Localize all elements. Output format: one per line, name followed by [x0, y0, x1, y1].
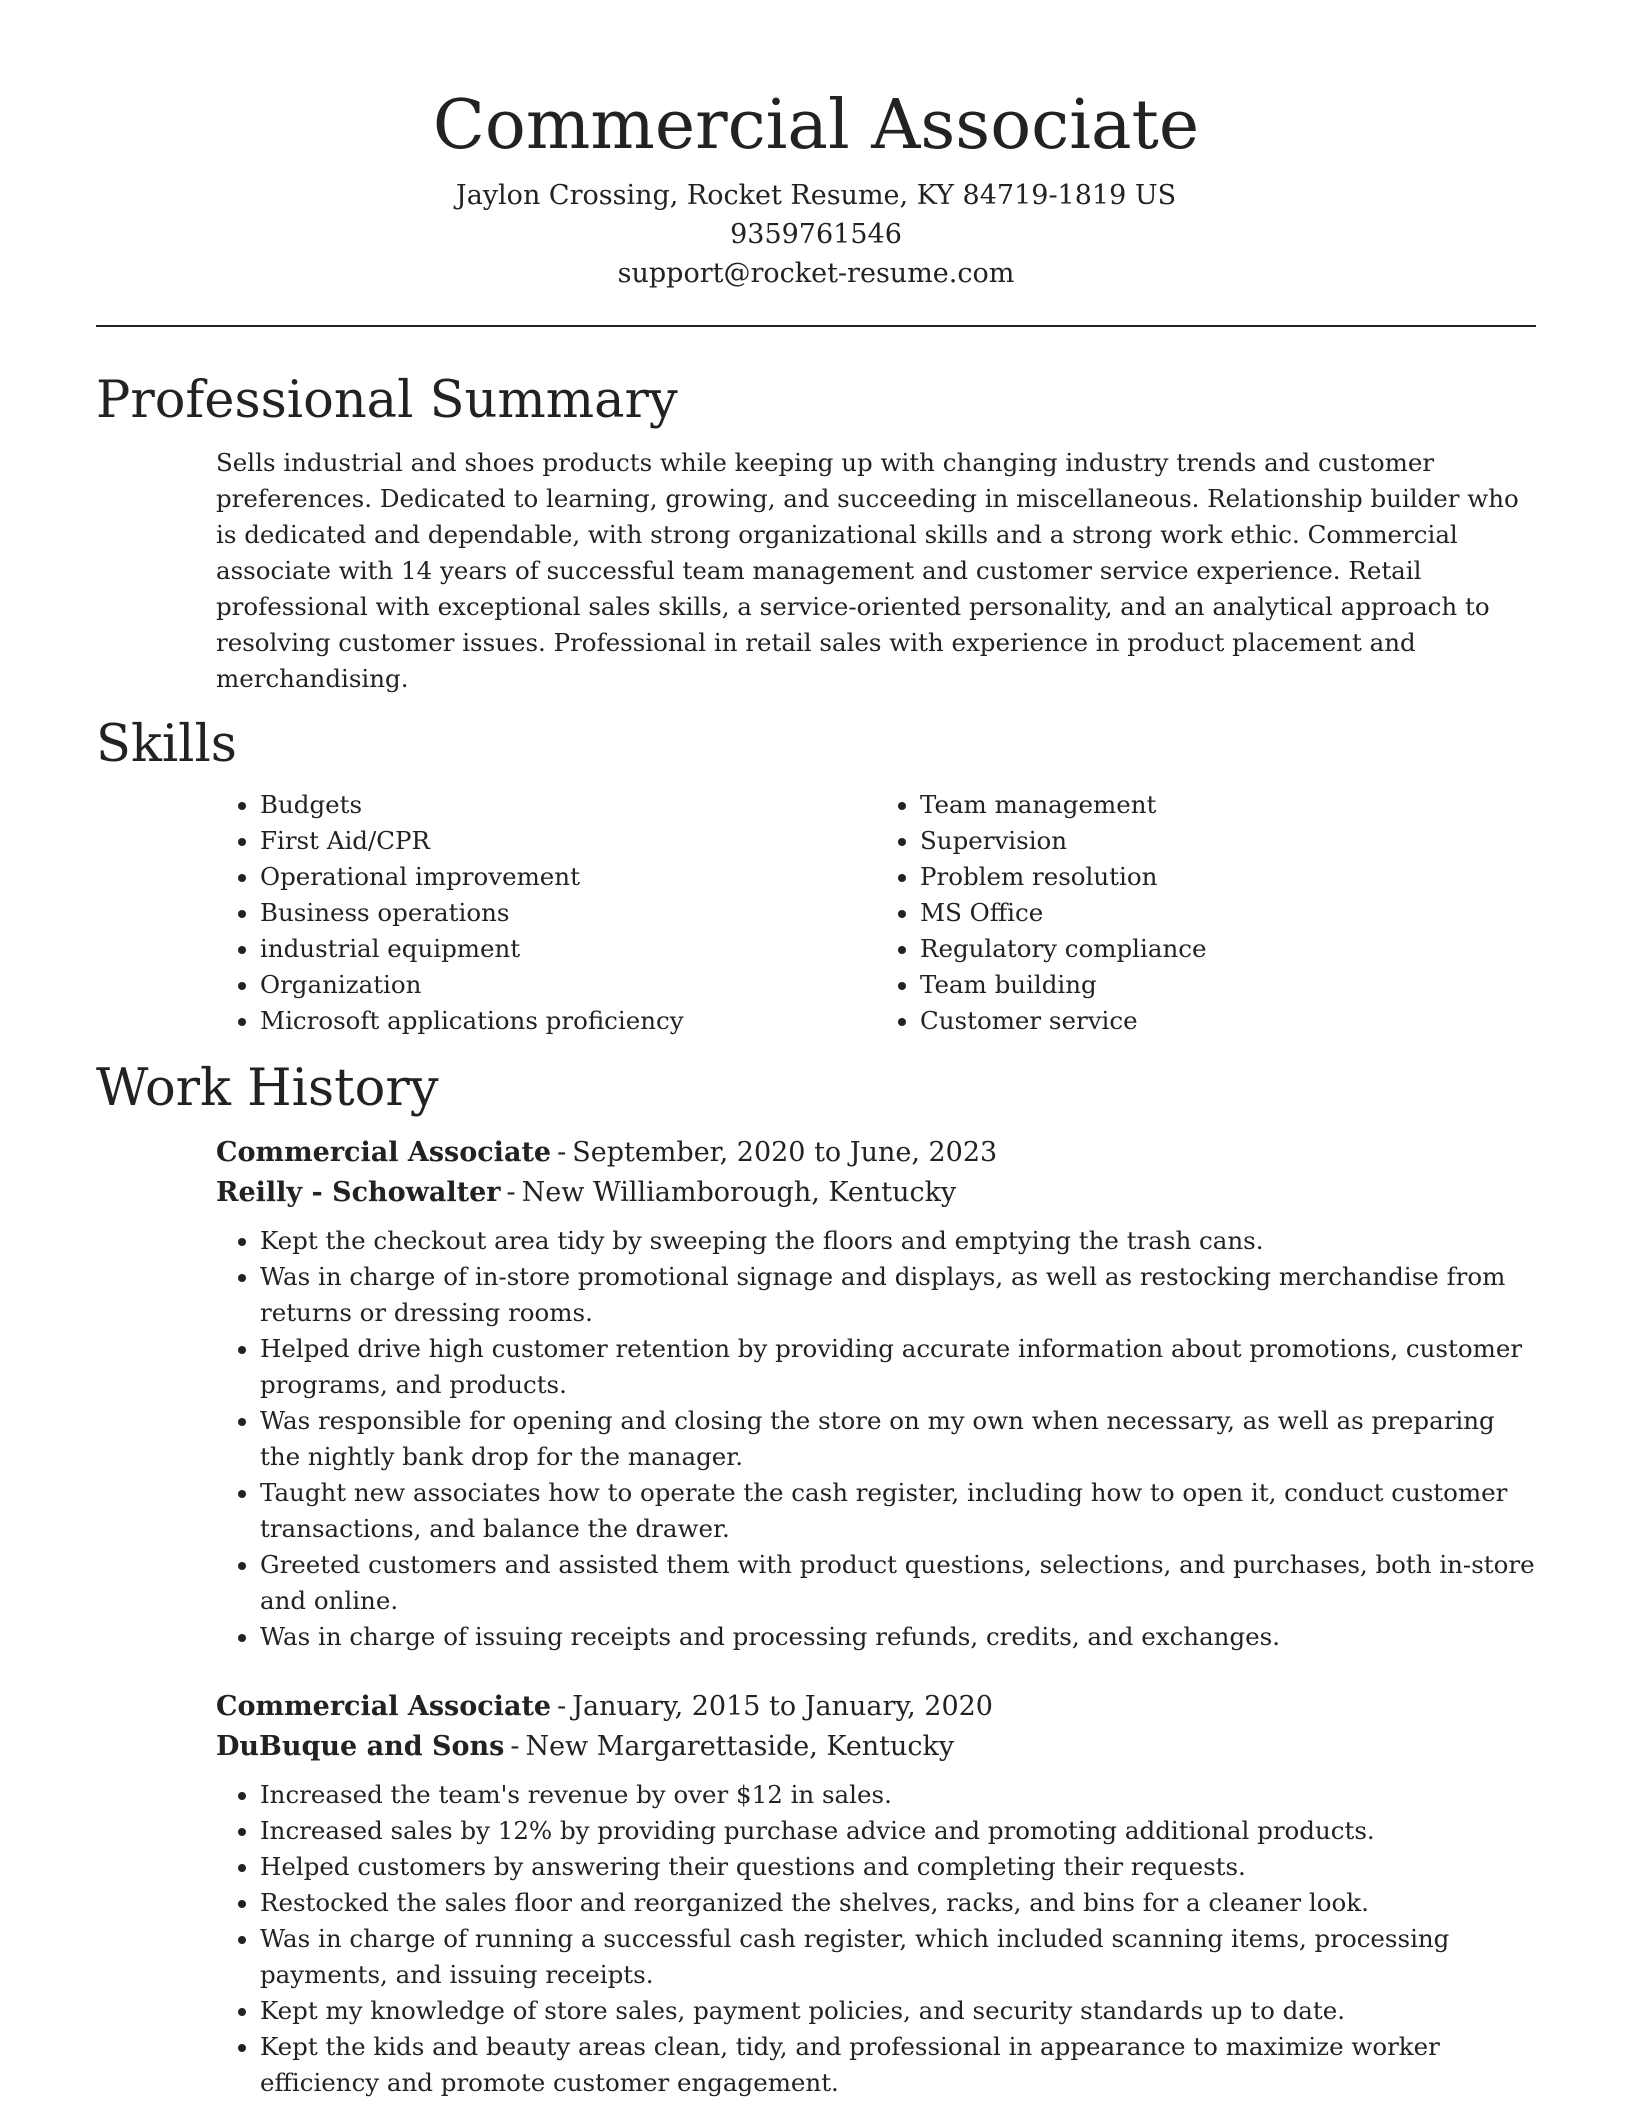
separator: - — [557, 1137, 567, 1168]
job-dates: September, 2020 to June, 2023 — [572, 1137, 998, 1168]
skill-item: • Team building — [920, 967, 1536, 1003]
job-title: Commercial Associate — [216, 1137, 552, 1168]
separator: - — [510, 1731, 520, 1762]
skills-column-right — [876, 787, 1536, 1039]
header-divider — [96, 325, 1536, 327]
job-bullet: • Helped drive high customer retention by providing accurate information about promotions, customer programs, and products. — [260, 1331, 1536, 1403]
skill-item: • Microsoft applications proficiency — [260, 1003, 876, 1039]
job-bullet: • Helped customers by answering their questions and completing their requests. — [260, 1849, 1536, 1885]
skill-item: • Operational improvement — [260, 859, 876, 895]
phone-number: 9359761546 — [730, 219, 902, 250]
job-bullet: • Was in charge of in-store promotional signage and displays, as well as restocking merchandise from returns or dressing rooms. — [260, 1259, 1536, 1331]
job-title-line — [216, 1133, 1536, 1173]
separator: - — [506, 1177, 516, 1208]
company-name: DuBuque and Sons — [216, 1731, 505, 1762]
job-location: New Williamborough, Kentucky — [521, 1177, 957, 1208]
job-bullet: • Greeted customers and assisted them with product questions, selections, and purchases, both in-store and online. — [260, 1547, 1536, 1619]
job-title: Commercial Associate — [216, 1691, 552, 1722]
job-company-line — [216, 1727, 1536, 1767]
company-name: Reilly - Schowalter — [216, 1177, 501, 1208]
address: Jaylon Crossing, Rocket Resume, KY 84719-1819 US — [455, 180, 1177, 211]
job-entry — [216, 1687, 1536, 2101]
summary-text: Sells industrial and shoes products while keeping up with changing industry trends and customer preferences. Dedicated to learning, growing, and succeeding in miscellaneous. Relationship builder who is dedicated and dependable, with strong organizational skills and a strong work ethic. Commercial associate with 14 years of successful team management and customer service experience. Retail professional with exceptional sales skills, a service-oriented personality, and an analytical approach to resolving customer issues. Professional in retail sales with experience in product placement and merchandising. — [216, 448, 1519, 693]
skills-column-left — [216, 787, 876, 1039]
job-bullet: • Kept the kids and beauty areas clean, tidy, and professional in appearance to maximize worker efficiency and promote customer engagement. — [260, 2029, 1536, 2101]
skill-item: • First Aid/CPR — [260, 823, 876, 859]
summary-heading: Professional Summary — [96, 371, 678, 430]
skill-item: • Organization — [260, 967, 876, 1003]
job-bullet: • Was in charge of issuing receipts and processing refunds, credits, and exchanges. — [260, 1619, 1536, 1655]
skill-item: • Team management — [920, 787, 1536, 823]
job-location: New Margarettaside, Kentucky — [525, 1731, 955, 1762]
skills-heading: Skills — [96, 715, 237, 774]
skill-item: • MS Office — [920, 895, 1536, 931]
job-bullet: • Was in charge of running a successful cash register, which included scanning items, processing payments, and issuing receipts. — [260, 1921, 1536, 1993]
skill-item: • Budgets — [260, 787, 876, 823]
skill-item: • Business operations — [260, 895, 876, 931]
email-address: support@rocket-resume.com — [617, 258, 1015, 289]
skill-item: • Customer service — [920, 1003, 1536, 1039]
job-bullet: • Kept the checkout area tidy by sweeping the floors and emptying the trash cans. — [260, 1223, 1536, 1259]
job-dates: January, 2015 to January, 2020 — [572, 1691, 993, 1722]
work-history-heading: Work History — [96, 1059, 439, 1118]
job-company-line — [216, 1173, 1536, 1213]
job-entry — [216, 1133, 1536, 1655]
job-bullets — [216, 1223, 1536, 1655]
job-bullet: • Kept my knowledge of store sales, payment policies, and security standards up to date. — [260, 1993, 1536, 2029]
job-bullet: • Was responsible for opening and closing the store on my own when necessary, as well as preparing the nightly bank drop for the manager. — [260, 1403, 1536, 1475]
skills-section — [96, 715, 1536, 1039]
job-bullets — [216, 1777, 1536, 2101]
summary-section — [96, 371, 1536, 697]
skill-item: • Regulatory compliance — [920, 931, 1536, 967]
resume-header — [96, 0, 1536, 293]
job-bullet: • Increased sales by 12% by providing purchase advice and promoting additional products. — [260, 1813, 1536, 1849]
job-bullet: • Increased the team's revenue by over $12 in sales. — [260, 1777, 1536, 1813]
job-bullet: • Taught new associates how to operate the cash register, including how to open it, conduct customer transactions, and balance the drawer. — [260, 1475, 1536, 1547]
skill-item: • industrial equipment — [260, 931, 876, 967]
page-title: Commercial Associate — [432, 86, 1200, 165]
contact-info — [96, 176, 1536, 293]
job-title-line — [216, 1687, 1536, 1727]
separator: - — [557, 1691, 567, 1722]
work-history-section — [96, 1059, 1536, 2101]
resume-page — [96, 0, 1536, 2101]
job-bullet: • Restocked the sales floor and reorganized the shelves, racks, and bins for a cleaner look. — [260, 1885, 1536, 1921]
skill-item: • Supervision — [920, 823, 1536, 859]
skill-item: • Problem resolution — [920, 859, 1536, 895]
skills-grid — [216, 787, 1536, 1039]
